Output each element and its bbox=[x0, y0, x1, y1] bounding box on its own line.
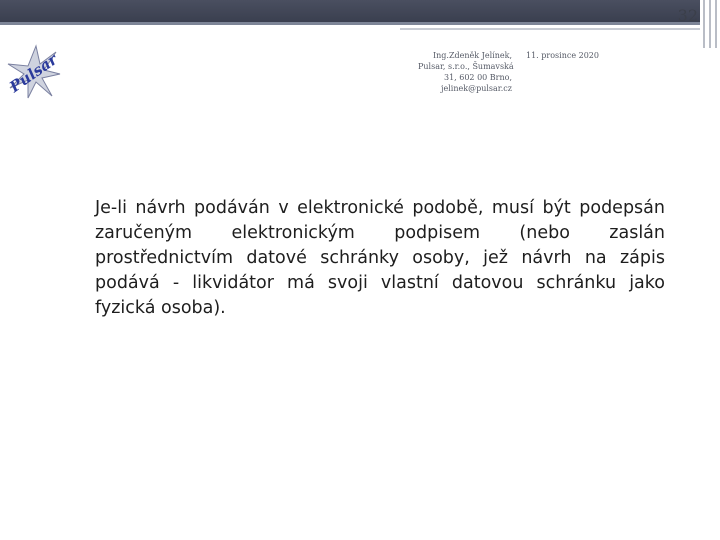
author-line: Pulsar, s.r.o., Šumavská bbox=[418, 62, 514, 71]
header-rule bbox=[0, 22, 700, 25]
author-line: Ing.Zdeněk Jelínek, bbox=[432, 51, 512, 60]
author-line: 31, 602 00 Brno, bbox=[443, 73, 512, 82]
slide-number: 32 bbox=[677, 6, 698, 25]
header-divider-3 bbox=[715, 0, 717, 48]
slide-header-bar bbox=[0, 0, 700, 22]
author-info bbox=[418, 50, 512, 94]
pulsar-logo bbox=[6, 44, 62, 100]
header-divider-2 bbox=[709, 0, 711, 48]
header-accent-rule bbox=[400, 28, 700, 30]
slide-date: 11. prosince 2020 bbox=[526, 51, 599, 60]
author-line: jelinek@pulsar.cz bbox=[441, 84, 512, 93]
header-divider-1 bbox=[703, 0, 705, 48]
slide-body-text: Je-li návrh podáván v elektronické podobě, musí být podepsán zaručeným elektronickým podpisem (nebo zaslán prostřednictvím datové schránky osoby, jež návrh na zápis podává - likvidátor má svoji vlastní datovou schránku jako fyzická osoba). bbox=[95, 198, 665, 318]
logo-wordmark: Pulsar bbox=[6, 50, 61, 97]
